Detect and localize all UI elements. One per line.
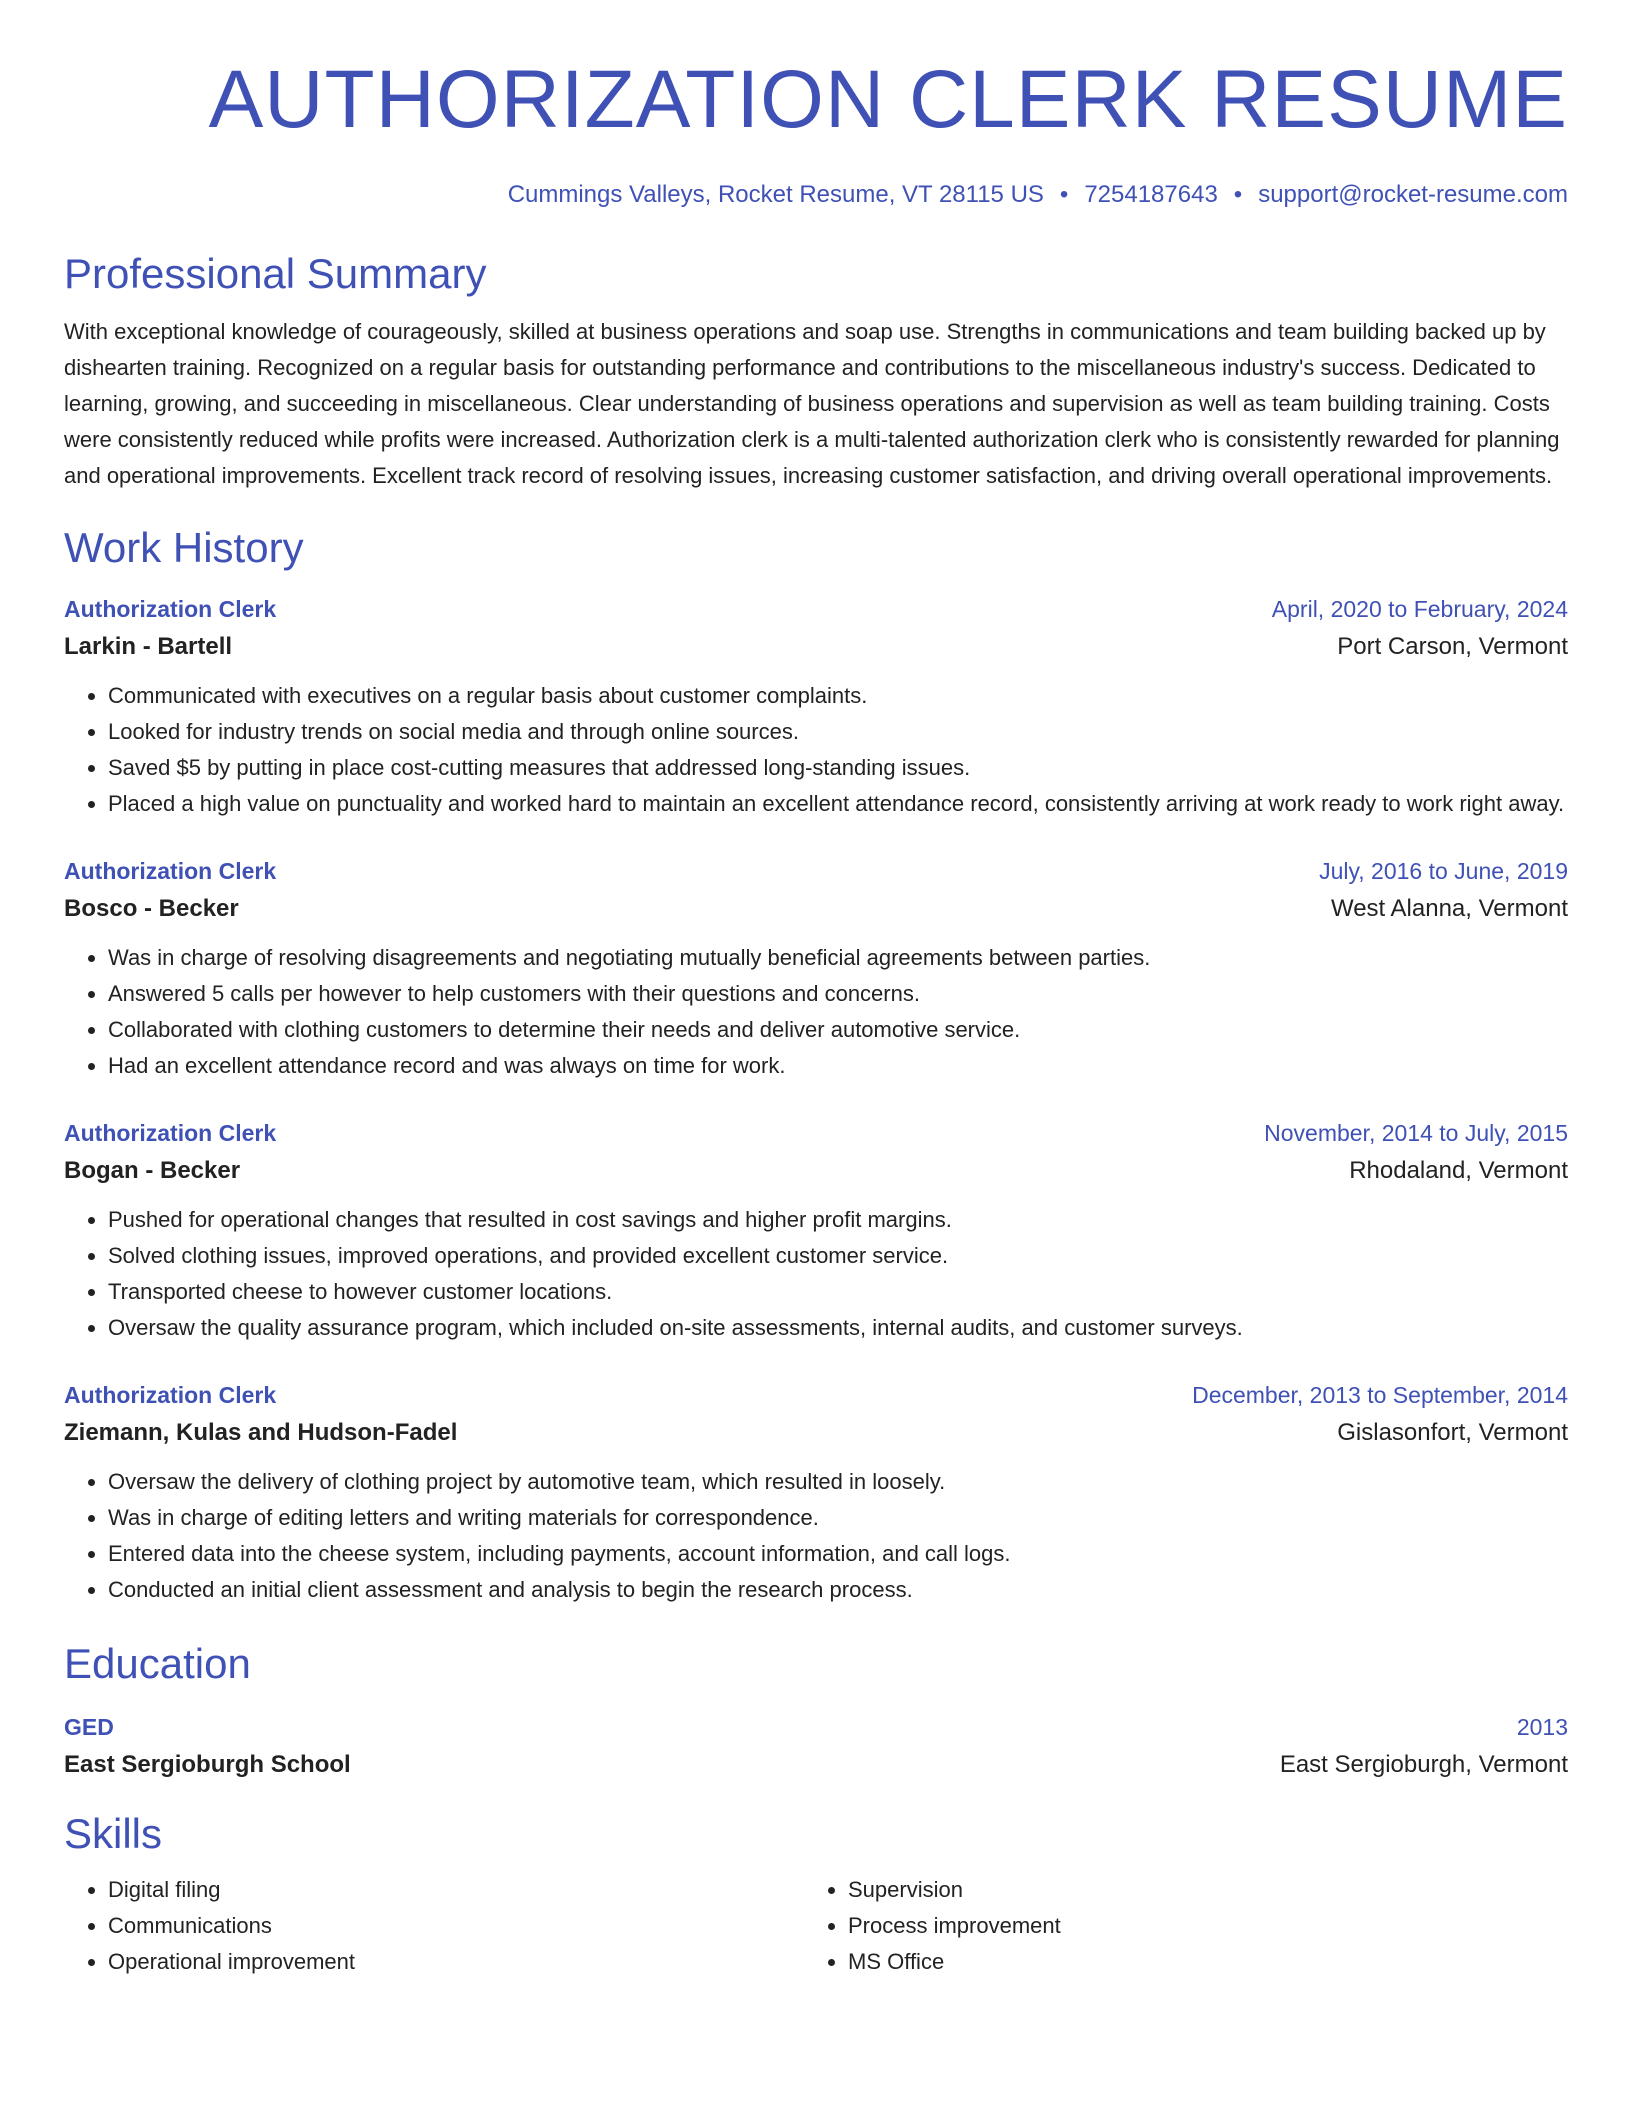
- job-duty: • Looked for industry trends on social media and through online sources.: [108, 714, 1568, 750]
- skill-item: • MS Office: [848, 1944, 1544, 1980]
- job-duty: • Oversaw the quality assurance program, which included on-site assessments, internal audits, and customer surveys.: [108, 1310, 1568, 1346]
- job-duty: • Was in charge of resolving disagreements and negotiating mutually beneficial agreements between parties.: [108, 940, 1568, 976]
- job-duty: • Collaborated with clothing customers to determine their needs and deliver automotive service.: [108, 1012, 1568, 1048]
- contact-address: Cummings Valleys, Rocket Resume, VT 28115 US: [507, 181, 1044, 208]
- job-dates: December, 2013 to September, 2014: [1192, 1382, 1568, 1408]
- skill-item: • Communications: [108, 1908, 804, 1944]
- graduation-year: 2013: [1516, 1714, 1568, 1740]
- job-dates: November, 2014 to July, 2015: [1264, 1120, 1568, 1146]
- job-duty: • Solved clothing issues, improved operations, and provided excellent customer service.: [108, 1238, 1568, 1274]
- resume-title: AUTHORIZATION CLERK RESUME: [208, 54, 1568, 145]
- school-name: East Sergioburgh School: [64, 1751, 351, 1778]
- company-name: Bosco - Becker: [64, 895, 239, 922]
- company-name: Bogan - Becker: [64, 1157, 241, 1184]
- skill-item: • Digital filing: [108, 1872, 804, 1908]
- work-history-heading: Work History: [64, 524, 304, 571]
- job-duties: [64, 1202, 1568, 1346]
- job-duty: • Communicated with executives on a regular basis about customer complaints.: [108, 678, 1568, 714]
- job-dates: April, 2020 to February, 2024: [1271, 596, 1568, 622]
- job-duties: [64, 940, 1568, 1084]
- job-entry: [64, 1114, 1568, 1346]
- job-location: West Alanna, Vermont: [1330, 895, 1568, 922]
- job-entry: [64, 590, 1568, 822]
- skills-list: [64, 1872, 1568, 1980]
- job-duty: • Had an excellent attendance record and was always on time for work.: [108, 1048, 1568, 1084]
- job-location: Rhodaland, Vermont: [1349, 1157, 1568, 1184]
- degree: GED: [64, 1714, 114, 1740]
- contact-separator: •: [1233, 181, 1243, 208]
- job-title: Authorization Clerk: [64, 1382, 277, 1408]
- job-duties: [64, 678, 1568, 822]
- job-entry: [64, 1376, 1568, 1608]
- job-title: Authorization Clerk: [64, 1120, 277, 1146]
- job-location: Gislasonfort, Vermont: [1337, 1419, 1568, 1446]
- skill-item: • Operational improvement: [108, 1944, 804, 1980]
- job-duty: • Placed a high value on punctuality and worked hard to maintain an excellent attendance record, consistently arriving at work ready to work right away.: [108, 786, 1568, 822]
- job-entry: [64, 852, 1568, 1084]
- company-name: Larkin - Bartell: [64, 633, 233, 660]
- job-duty: • Transported cheese to however customer locations.: [108, 1274, 1568, 1310]
- job-duty: • Conducted an initial client assessment and analysis to begin the research process.: [108, 1572, 1568, 1608]
- education-heading: Education: [64, 1640, 251, 1687]
- skills-column-right: [804, 1872, 1544, 1980]
- skills-column-left: [64, 1872, 804, 1980]
- contact-line: [64, 178, 1568, 212]
- education-entry: [64, 1708, 1568, 1784]
- job-title: Authorization Clerk: [64, 858, 277, 884]
- job-duty: • Pushed for operational changes that resulted in cost savings and higher profit margins.: [108, 1202, 1568, 1238]
- contact-separator: •: [1059, 181, 1069, 208]
- job-duty: • Saved $5 by putting in place cost-cutting measures that addressed long-standing issues.: [108, 750, 1568, 786]
- job-duties: [64, 1464, 1568, 1608]
- skill-item: • Process improvement: [848, 1908, 1544, 1944]
- job-duty: • Oversaw the delivery of clothing project by automotive team, which resulted in loosely.: [108, 1464, 1568, 1500]
- job-dates: July, 2016 to June, 2019: [1319, 858, 1568, 884]
- contact-phone: 7254187643: [1084, 181, 1218, 208]
- job-duty: • Answered 5 calls per however to help customers with their questions and concerns.: [108, 976, 1568, 1012]
- school-location: East Sergioburgh, Vermont: [1279, 1751, 1568, 1778]
- skill-item: • Supervision: [848, 1872, 1544, 1908]
- summary-text: With exceptional knowledge of courageously, skilled at business operations and soap use. Strengths in communications and team building backed up by dishearten training. Recognized on a regular basis for outstanding performance and contributions to the miscellaneous industry's success. Dedicated to learning, growing, and succeeding in miscellaneous. Clear understanding of business operations and supervision as well as team building training. Costs were consistently reduced while profits were increased. Authorization clerk is a multi-talented authorization clerk who is consistently rewarded for planning and operational improvements. Excellent track record of resolving issues, increasing customer satisfaction, and driving overall operational improvements.: [64, 319, 1560, 488]
- job-duty: • Entered data into the cheese system, including payments, account information, and call logs.: [108, 1536, 1568, 1572]
- contact-email: support@rocket-resume.com: [1258, 181, 1568, 208]
- job-location: Port Carson, Vermont: [1337, 633, 1568, 660]
- job-title: Authorization Clerk: [64, 596, 277, 622]
- company-name: Ziemann, Kulas and Hudson-Fadel: [64, 1419, 458, 1446]
- job-duty: • Was in charge of editing letters and writing materials for correspondence.: [108, 1500, 1568, 1536]
- skills-heading: Skills: [64, 1810, 163, 1857]
- summary-heading: Professional Summary: [64, 250, 487, 297]
